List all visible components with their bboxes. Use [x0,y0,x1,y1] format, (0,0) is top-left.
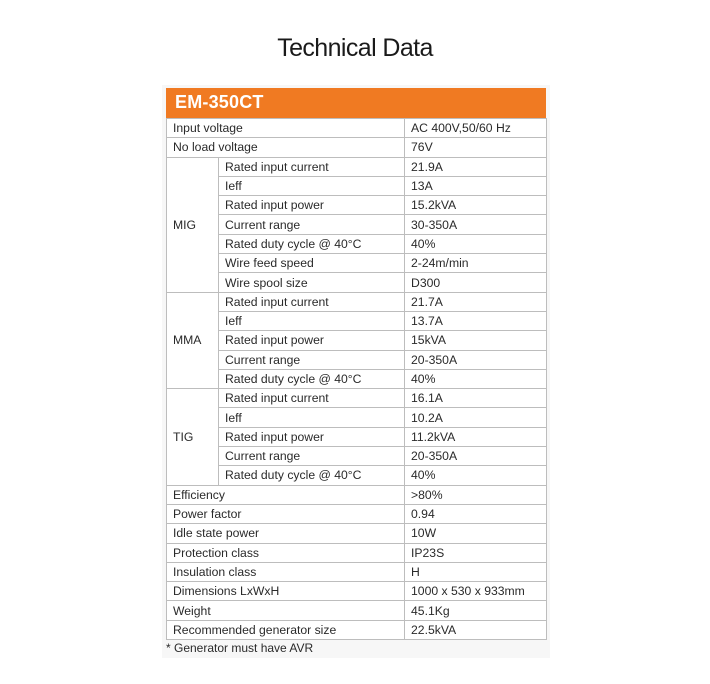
spec-label: Dimensions LxWxH [167,582,405,601]
spec-label: Rated duty cycle @ 40°C [219,369,405,388]
spec-label: Rated duty cycle @ 40°C [219,234,405,253]
spec-label: Input voltage [167,119,405,138]
spec-value: >80% [405,485,547,504]
table-row [167,369,547,388]
footnote: * Generator must have AVR [166,641,314,655]
spec-label: Rated duty cycle @ 40°C [219,466,405,485]
spec-label: Power factor [167,504,405,523]
spec-label: Protection class [167,543,405,562]
spec-value: 15kVA [405,331,547,350]
spec-value: 11.2kVA [405,427,547,446]
spec-value: 13.7A [405,311,547,330]
spec-value: 76V [405,138,547,157]
spec-label: Rated input current [219,292,405,311]
spec-label: Wire spool size [219,273,405,292]
table-row [167,273,547,292]
spec-value: 10W [405,524,547,543]
model-name: EM-350CT [175,92,264,112]
spec-value: 40% [405,234,547,253]
spec-label: Rated input current [219,157,405,176]
table-row [167,119,547,138]
spec-label: Ieff [219,176,405,195]
table-row [167,138,547,157]
table-row [167,601,547,620]
spec-value: 21.9A [405,157,547,176]
table-row [167,389,547,408]
spec-label: Idle state power [167,524,405,543]
table-row [167,350,547,369]
spec-value: D300 [405,273,547,292]
table-row [167,331,547,350]
spec-value: 16.1A [405,389,547,408]
spec-label: Insulation class [167,562,405,581]
group-label: MMA [167,292,219,388]
spec-value: 15.2kVA [405,196,547,215]
table-row [167,215,547,234]
spec-value: 13A [405,176,547,195]
spec-table [166,118,547,640]
spec-label: Current range [219,447,405,466]
table-row [167,408,547,427]
spec-label: Ieff [219,311,405,330]
spec-label: Current range [219,215,405,234]
group-label: TIG [167,389,219,485]
spec-value: 21.7A [405,292,547,311]
table-row [167,292,547,311]
table-row [167,234,547,253]
table-row [167,311,547,330]
table-row [167,196,547,215]
spec-label: Recommended generator size [167,620,405,639]
table-row [167,562,547,581]
spec-value: 10.2A [405,408,547,427]
spec-value: 20-350A [405,350,547,369]
spec-label: Ieff [219,408,405,427]
table-row [167,466,547,485]
table-row [167,582,547,601]
spec-value: AC 400V,50/60 Hz [405,119,547,138]
table-row [167,524,547,543]
spec-value: H [405,562,547,581]
spec-label: Current range [219,350,405,369]
spec-value: 1000 x 530 x 933mm [405,582,547,601]
spec-value: 0.94 [405,504,547,523]
spec-value: 2-24m/min [405,254,547,273]
spec-label: Rated input power [219,331,405,350]
model-header [166,88,546,118]
table-row [167,427,547,446]
table-row [167,254,547,273]
spec-value: 40% [405,466,547,485]
spec-value: 22.5kVA [405,620,547,639]
table-row [167,504,547,523]
group-label: MIG [167,157,219,292]
spec-value: 20-350A [405,447,547,466]
spec-value: 45.1Kg [405,601,547,620]
table-row [167,543,547,562]
spec-label: No load voltage [167,138,405,157]
table-row [167,157,547,176]
spec-label: Rated input power [219,196,405,215]
spec-label: Rated input current [219,389,405,408]
table-row [167,176,547,195]
spec-label: Rated input power [219,427,405,446]
table-row [167,485,547,504]
table-row [167,447,547,466]
spec-value: IP23S [405,543,547,562]
spec-label: Wire feed speed [219,254,405,273]
spec-value: 30-350A [405,215,547,234]
spec-value: 40% [405,369,547,388]
spec-label: Efficiency [167,485,405,504]
table-row [167,620,547,639]
spec-label: Weight [167,601,405,620]
page-title: Technical Data [277,33,433,62]
